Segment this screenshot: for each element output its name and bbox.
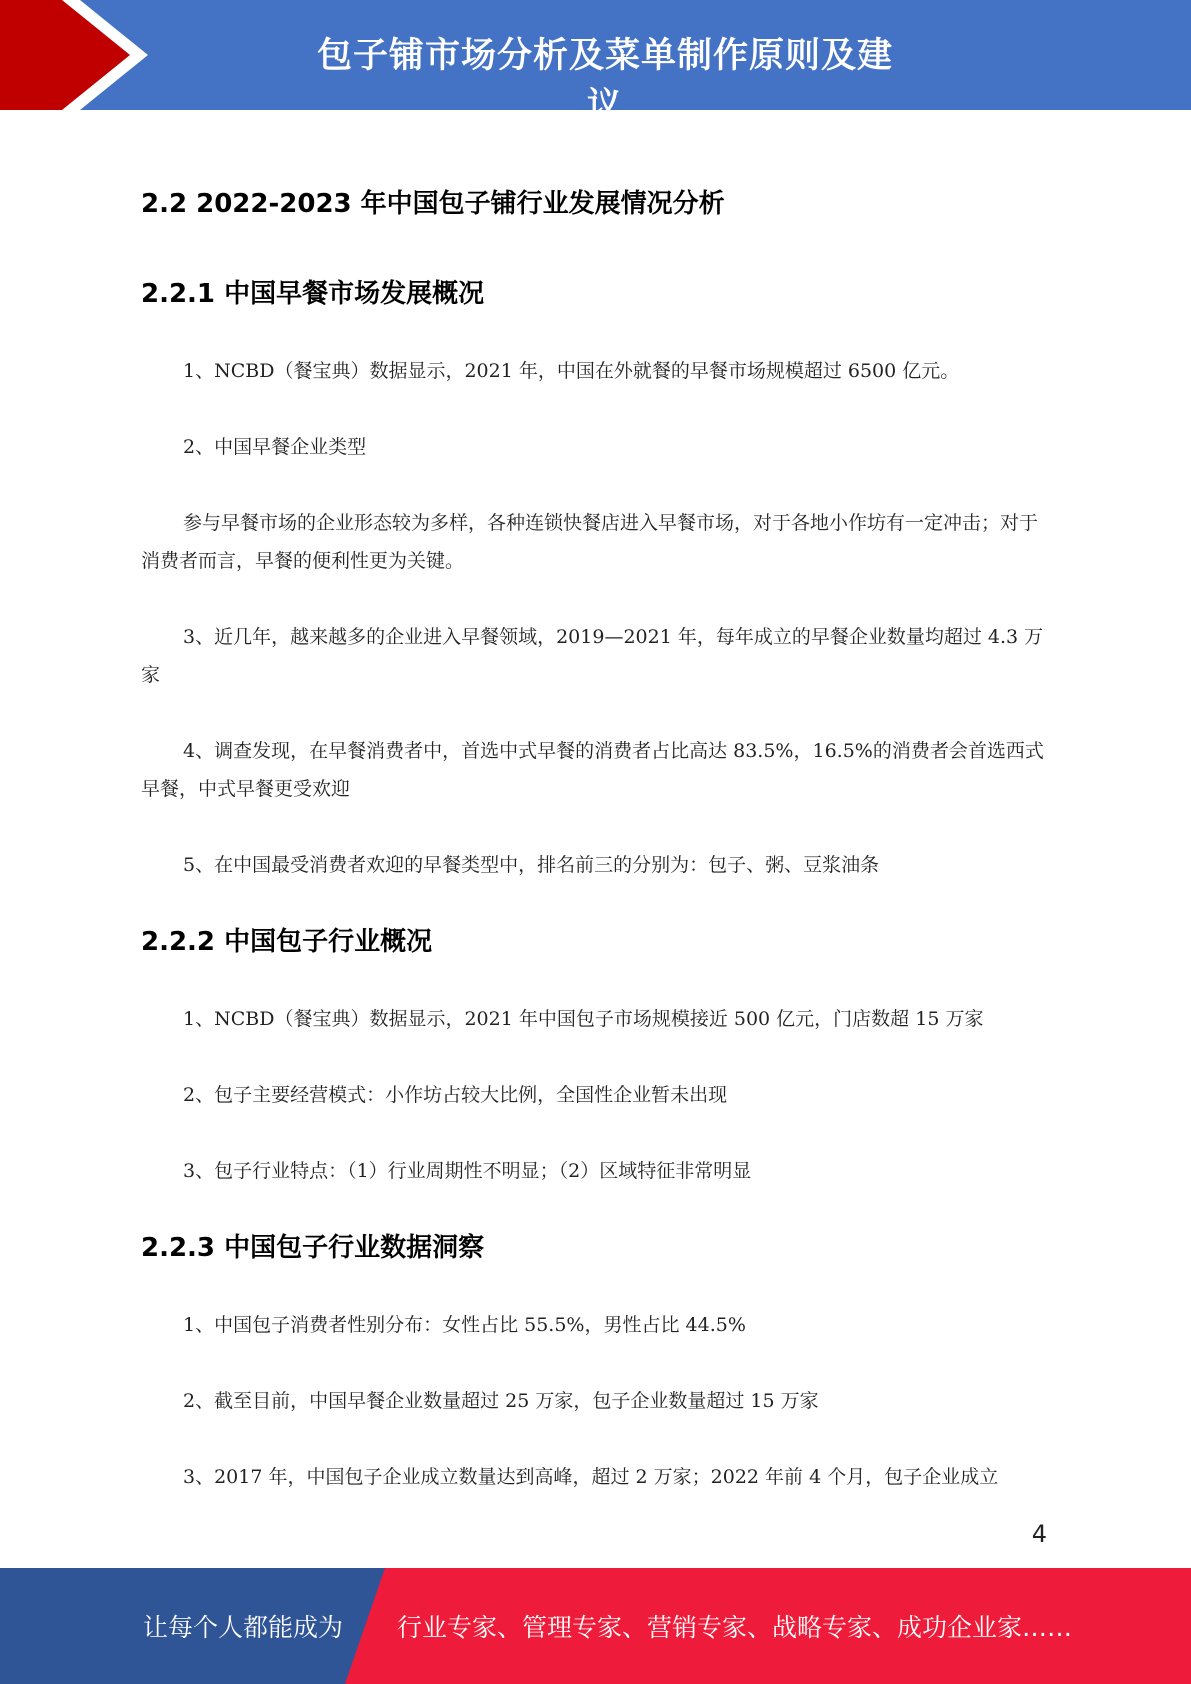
section-heading-2-2-1: 2.2.1 中国早餐市场发展概况 (141, 279, 485, 309)
document-title: 包子铺市场分析及菜单制作原则及建议 (316, 36, 893, 126)
page-number: 4 (1031, 1520, 1047, 1548)
paragraph: 3、包子行业特点：（1）行业周期性不明显；（2）区域特征非常明显 (183, 1160, 752, 1182)
paragraph: 3、2017 年，中国包子企业成立数量达到高峰，超过 2 万家；2022 年前 4 个月，包子企业成立 (183, 1466, 999, 1488)
section-heading-2-2: 2.2 2022-2023 年中国包子铺行业发展情况分析 (141, 189, 725, 219)
paragraph: 1、中国包子消费者性别分布：女性占比 55.5%，男性占比 44.5% (183, 1314, 746, 1336)
paragraph: 4、调查发现，在早餐消费者中，首选中式早餐的消费者占比高达 83.5%，16.5%的消费者会首选西式早餐，中式早餐更受欢迎 (141, 740, 1044, 800)
paragraph: 参与早餐市场的企业形态较为多样，各种连锁快餐店进入早餐市场，对于各地小作坊有一定冲击；对于消费者而言，早餐的便利性更为关键。 (141, 512, 1039, 572)
section-heading-2-2-2: 2.2.2 中国包子行业概况 (141, 927, 433, 957)
paragraph: 5、在中国最受消费者欢迎的早餐类型中，排名前三的分别为：包子、粥、豆浆油条 (183, 854, 880, 876)
footer-slogan-right: 行业专家、管理专家、营销专家、战略专家、成功企业家…… (397, 1613, 1073, 1642)
paragraph: 2、截至目前，中国早餐企业数量超过 25 万家，包子企业数量超过 15 万家 (183, 1390, 819, 1412)
paragraph: 2、中国早餐企业类型 (183, 436, 367, 458)
section-heading-2-2-3: 2.2.3 中国包子行业数据洞察 (141, 1233, 485, 1263)
paragraph: 3、近几年，越来越多的企业进入早餐领域，2019—2021 年，每年成立的早餐企业数量均超过 4.3 万家 (141, 626, 1044, 686)
footer-slogan-left: 让每个人都能成为 (143, 1613, 344, 1642)
page-footer (0, 1568, 1191, 1684)
page-header (0, 0, 1191, 126)
paragraph: 1、NCBD（餐宝典）数据显示，2021 年中国包子市场规模接近 500 亿元，门店数超 15 万家 (183, 1008, 984, 1030)
paragraph: 1、NCBD（餐宝典）数据显示，2021 年，中国在外就餐的早餐市场规模超过 6500 亿元。 (183, 360, 960, 382)
paragraph: 2、包子主要经营模式：小作坊占较大比例，全国性企业暂未出现 (183, 1084, 728, 1106)
